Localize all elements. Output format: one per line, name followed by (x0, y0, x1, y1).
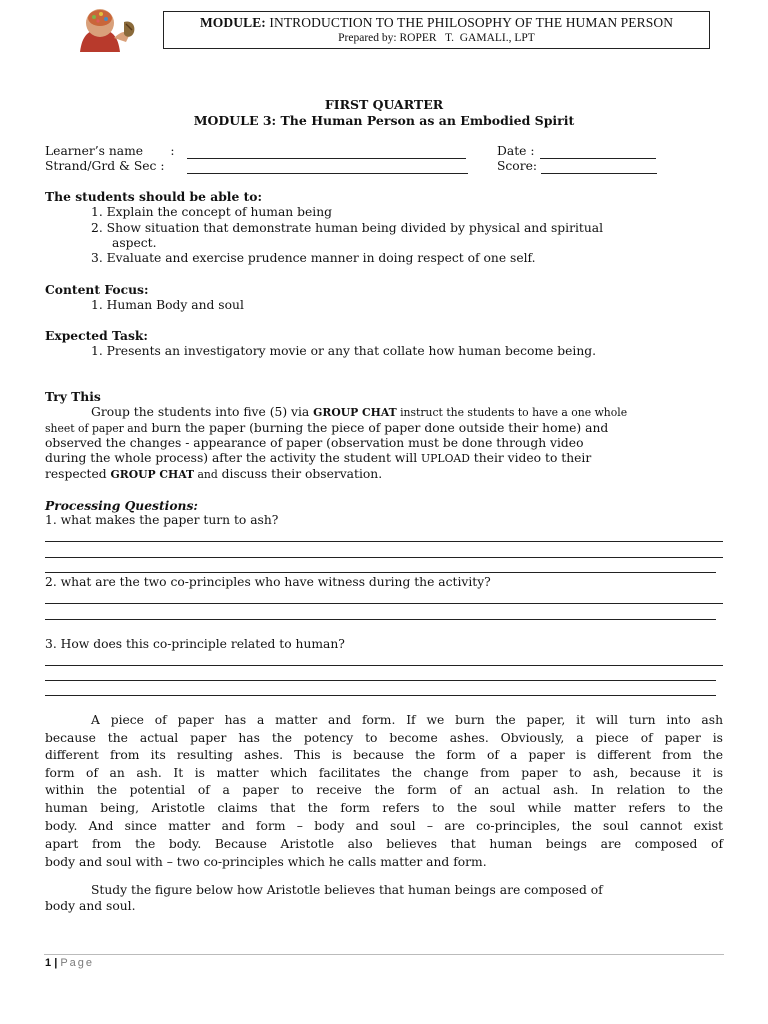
study-line: Study the figure below how Aristotle believes that human beings are composed of (91, 883, 603, 897)
text: instruct the students to have a one whole (396, 406, 628, 419)
date-label: Date : (497, 144, 535, 158)
module-header-box (163, 11, 710, 49)
date-field[interactable] (540, 158, 656, 159)
expected-task-heading: Expected Task: (45, 328, 148, 343)
strand-label: Strand/Grd & Sec : (45, 159, 165, 173)
text: respected (45, 467, 111, 481)
processing-heading: Processing Questions: (45, 498, 198, 513)
answer-line[interactable] (45, 557, 723, 558)
score-field[interactable] (541, 173, 657, 174)
try-this-line (45, 467, 382, 481)
paragraph-line: within the potential of a paper to receive the form of an actual ash. In relation to the (45, 783, 723, 797)
learner-name-label: Learner’s name : (45, 144, 175, 158)
paragraph-line: human being, Aristotle claims that the form refers to the soul while matter refers to the (45, 801, 723, 815)
text: sheet of paper and (45, 422, 148, 435)
quarter-title: FIRST QUARTER (324, 97, 444, 112)
group-chat-term: GROUP CHAT (313, 406, 397, 419)
objective-item: 2. Show situation that demonstrate human being divided by physical and spiritual (91, 221, 604, 235)
group-chat-term: GROUP CHAT (110, 468, 195, 481)
module-title: INTRODUCTION TO THE PHILOSOPHY OF THE HUMAN PERSON (269, 15, 674, 30)
paragraph-line: body. And since matter and form – body and soul – are co-principles, the soul cannot exist (45, 819, 723, 833)
study-line: body and soul. (45, 899, 136, 913)
module-title-line (164, 15, 709, 31)
module-label: MODULE: (199, 15, 266, 30)
paragraph-line: body and soul with – two co-principles which he calls matter and form. (45, 855, 487, 869)
try-this-line (45, 451, 591, 465)
objectives-heading: The students should be able to: (45, 189, 263, 204)
question-3: 3. How does this co-principle related to human? (45, 637, 345, 651)
expected-task-item: 1. Presents an investigatory movie or any that collate how human become being. (91, 344, 597, 358)
answer-line[interactable] (45, 695, 716, 696)
page-separator: | (54, 957, 58, 969)
text: discuss their observation. (217, 467, 383, 481)
try-this-line (45, 421, 608, 435)
answer-line[interactable] (45, 541, 723, 542)
paragraph-line: apart from the body. Because Aristotle also believes that human beings are composed of (45, 837, 723, 851)
upload-term: UPLOAD (421, 452, 470, 465)
answer-line[interactable] (45, 680, 716, 681)
answer-line[interactable] (45, 619, 716, 620)
score-label: Score: (497, 159, 538, 173)
paragraph-line: because the actual paper has the potency to become ashes. Obviously, a piece of paper is (45, 731, 723, 745)
logo (74, 8, 154, 52)
try-this-line: observed the changes - appearance of paper (observation must be done through video (45, 436, 584, 450)
content-focus-item: 1. Human Body and soul (91, 298, 244, 312)
try-this-line (91, 405, 627, 419)
text: during the whole process) after the activity the student will (45, 451, 422, 465)
strand-field[interactable] (187, 173, 468, 174)
try-this-heading: Try This (45, 389, 101, 404)
learner-name-field[interactable] (187, 158, 466, 159)
page-number: 1 (45, 957, 52, 969)
objective-item: 3. Evaluate and exercise prudence manner in doing respect of one self. (91, 251, 536, 265)
content-focus-heading: Content Focus: (45, 282, 149, 297)
paragraph-line: A piece of paper has a matter and form. If we burn the paper, it will turn into ash (91, 713, 723, 727)
paragraph-line: different from its resulting ashes. This is because the form of a paper is different from the (45, 748, 723, 762)
question-2: 2. what are the two co-principles who have witness during the activity? (45, 575, 491, 589)
question-1: 1. what makes the paper turn to ash? (45, 513, 279, 527)
footer-divider (44, 954, 724, 955)
text: Group the students into five (5) via (91, 405, 314, 419)
prepared-by: Prepared by: ROPER T. GAMALI., LPT (338, 32, 535, 44)
answer-line[interactable] (45, 572, 716, 573)
page-label: Page (60, 957, 95, 969)
page-footer (45, 957, 94, 969)
answer-line[interactable] (45, 603, 723, 604)
module-heading: MODULE 3: The Human Person as an Embodied Spirit (193, 113, 575, 128)
answer-line[interactable] (45, 665, 723, 666)
objective-item: 1. Explain the concept of human being (91, 205, 332, 219)
text: and (194, 468, 218, 481)
text: their video to their (469, 451, 592, 465)
paragraph-line: form of an ash. It is matter which facilitates the change from paper to ash, because it is (45, 766, 723, 780)
objective-item: aspect. (112, 236, 157, 250)
text: burn the paper (burning the piece of paper done outside their home) and (147, 421, 609, 435)
